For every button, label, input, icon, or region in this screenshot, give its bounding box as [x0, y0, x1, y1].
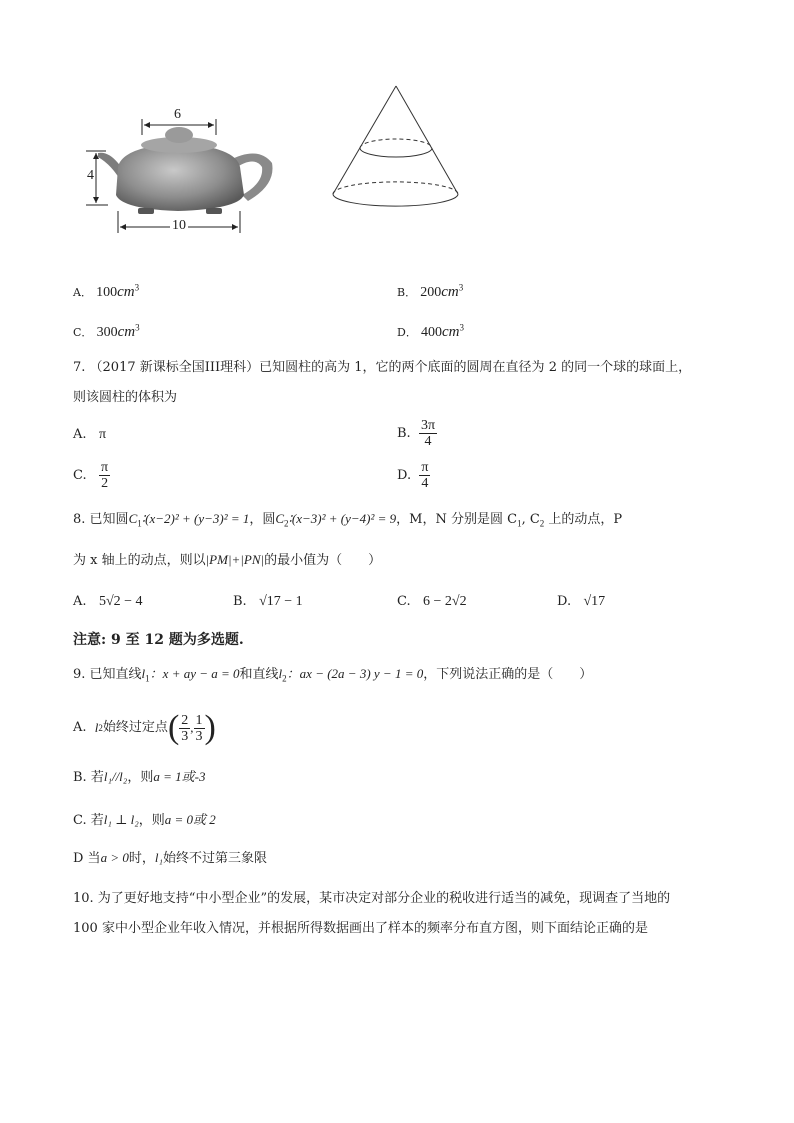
fraction: $\frac{\pi}{2}$ — [101, 460, 109, 491]
q10-stem-line2: 100 家中小型企业年收入情况，并根据所得数据画出了样本的频率分布直方图，则下面结论正确的是 — [73, 921, 648, 936]
q9-stem: 9. 已知直线$l_1$：x + ay − a = 0和直线$l_2$：ax − (2a − 3) y − 1 = 0，下列说法正确的是（ ） — [73, 666, 593, 684]
option-letter: D． — [397, 326, 417, 339]
q7-option-c[interactable] — [73, 460, 110, 491]
q6-option-d[interactable] — [397, 322, 464, 343]
q8-option-d[interactable] — [557, 592, 605, 612]
option-letter: A. — [73, 720, 87, 735]
cone-figure — [328, 82, 462, 212]
q9-option-b[interactable]: B. 若l₁//l₂，则a = 1或-3 — [73, 769, 206, 785]
option-letter: A． — [73, 286, 92, 299]
option-letter: D. — [557, 594, 572, 609]
option-letter: B． — [397, 286, 417, 299]
q6-option-a[interactable] — [73, 282, 139, 303]
option-letter: C. — [73, 468, 87, 483]
fraction: $\frac{\pi}{4}$ — [421, 460, 429, 491]
q7-stem-line1: 7. （2017 新课标全国III理科）已知圆柱的高为 1，它的两个底面的圆周在直径为 2 的同一个球的球面上， — [73, 360, 692, 375]
option-value: 100 — [96, 285, 118, 300]
teapot-figure — [78, 105, 278, 235]
option-unit: cm — [441, 324, 460, 340]
option-value: 200 — [420, 285, 442, 300]
option-letter: B. — [233, 594, 247, 609]
q9-option-c[interactable]: C. 若l₁ ⊥ l₂，则a = 0或 2 — [73, 812, 216, 828]
q9-option-a[interactable]: A. l 2 始终过定点 ( $\frac{2}{3}$ , $\frac{1}{3}$ ) — [73, 709, 216, 746]
option-value: 5√2 − 4 — [98, 594, 143, 609]
option-exponent: 3 — [135, 322, 140, 333]
option-value: 400 — [420, 325, 442, 340]
option-letter: D. — [397, 468, 412, 483]
option-letter: A. — [73, 427, 87, 442]
q8-stem-line2: 为 x 轴上的动点，则以|PM|+|PN|的最小值为（ ） — [73, 552, 382, 568]
option-value: 300 — [96, 325, 118, 340]
q8-option-b[interactable] — [233, 592, 303, 612]
multi-choice-note: 注意: 9 至 12 题为多选题. — [73, 632, 244, 648]
fraction: $\frac{1}{3}$ — [195, 712, 203, 744]
teapot-top-dimension: 6 — [174, 107, 181, 122]
option-value: π — [98, 427, 107, 442]
option-letter: A. — [73, 594, 87, 609]
option-letter: C． — [73, 326, 93, 339]
option-unit: cm — [117, 324, 136, 340]
q8-option-a[interactable] — [73, 592, 143, 612]
q7-option-b[interactable] — [397, 418, 437, 449]
teapot-side-dimension: 4 — [87, 168, 94, 183]
option-unit: cm — [117, 284, 135, 300]
q7-stem-line2: 则该圆柱的体积为 — [73, 390, 178, 405]
q6-option-b[interactable] — [397, 282, 463, 303]
q6-option-c[interactable] — [73, 322, 140, 343]
q9-option-d[interactable]: D 当a > 0时，l₁始终不过第三象限 — [73, 850, 268, 866]
option-value: 6 − 2√2 — [423, 594, 467, 609]
q10-stem-line1: 10. 为了更好地支持“中小型企业”的发展，某市决定对部分企业的税收进行适当的减免，现调查了当地的 — [73, 891, 671, 906]
fraction: $\frac{2}{3}$ — [181, 712, 189, 744]
option-letter: C. — [397, 594, 411, 609]
option-exponent: 3 — [458, 282, 464, 293]
q7-option-a[interactable] — [73, 425, 106, 445]
option-letter: B. — [397, 426, 411, 441]
q8-option-c[interactable] — [397, 592, 467, 612]
option-value: √17 − 1 — [259, 594, 303, 609]
option-exponent: 3 — [134, 282, 140, 293]
q8-stem-line1: 8. 已知圆$C_1∶(x-2)^2 + (y-3)^2 = 1$，圆$C_2∶(x-3)^2 + (y-4)^2 = 9$，M，N 分别是圆 $C_1$, $C_2$ 上的动点，P — [73, 511, 623, 529]
q7-option-d[interactable] — [397, 460, 430, 491]
teapot-bottom-dimension: 10 — [172, 218, 186, 233]
option-unit: cm — [441, 284, 459, 300]
option-value: √17 — [583, 594, 606, 609]
option-exponent: 3 — [459, 322, 464, 333]
fraction: $\frac{3\pi}{4}$ — [420, 418, 436, 449]
